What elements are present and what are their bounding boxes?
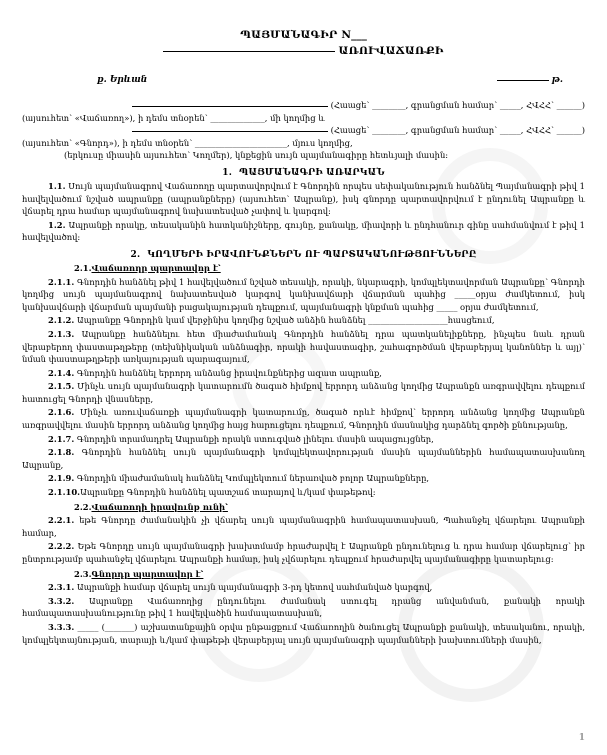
section-heading-2 — [22, 250, 585, 260]
clause-2-1-8 — [22, 446, 585, 471]
clause-1-1 — [22, 180, 585, 218]
clause-2-1-9-number: 2.1.9. — [48, 473, 75, 484]
clause-2-1-6 — [22, 406, 585, 431]
clause-1-1-number: 1.1. — [48, 180, 66, 191]
clause-2-3-1 — [22, 581, 585, 594]
clause-3-3-2-text: Ապրանքը Վաճառողից ընդունելու ժամանակ ստուգել դրանց անվանման, քանակի որակի համապատասխանությունը թիվ 1 հավելվածին համապատասխան, — [22, 595, 585, 619]
buyer-registration-text: (Հաացե՝ ________, գրանցման համար՝ _____, ՀՎՀՀ՝ ______) — [330, 125, 585, 136]
doc-title-text: ՊԱՅՄԱՆԱԳԻՐ N — [240, 29, 352, 41]
clause-2-1-1-number: 2.1.1. — [48, 276, 75, 287]
clause-2-1-4-number: 2.1.4. — [48, 367, 75, 378]
subheading-2-3 — [22, 568, 585, 581]
clause-2-3-1-number: 2.3.1. — [48, 582, 75, 593]
section-heading-1 — [22, 168, 585, 178]
section-2-title: ԿՈՂՄԵՐԻ ԻՐԱՎՈՒՆՔՆԵՐՆ ՈՒ ՊԱՐՏԱԿԱՆՈՒԹՅՈՒՆՆԵՐԸ — [147, 249, 477, 260]
date-suffix: թ. — [551, 75, 563, 85]
clause-2-1-10 — [22, 486, 585, 499]
clause-2-1-6-number: 2.1.6. — [48, 407, 75, 418]
clause-2-1-2-text: Ապրանքը Գնորդին կամ վերջինիս կողմից նշված անձին հանձնել ___________________հասցեում, — [76, 315, 495, 326]
buyer-registration-line — [22, 124, 585, 137]
place-label: ք. Երևան — [97, 75, 148, 85]
buyer-name-blank — [132, 131, 328, 132]
subheading-2-2-number: 2.2. — [74, 501, 92, 512]
clause-2-1-10-number: 2.1.10. — [48, 487, 81, 498]
clause-2-1-6-text: Մինչև առուվաճառքի պայմանագրի կատարումը, ծագած որևէ հիմքով՝ երրորդ անձանց կողմից Ապրանքն առգրավվելու մասին երրորդ անձանց կողմից հայց հարուցելու դեպքում, Գնորդին մասնակից դարձնել գործի քննությանը, — [22, 407, 585, 431]
clause-2-1-3 — [22, 328, 585, 366]
page-number: 1 — [578, 733, 585, 743]
subheading-2-3-text: Գնորդը պարտավոր է՝ — [91, 568, 204, 579]
clause-2-1-8-number: 2.1.8. — [48, 447, 75, 458]
preamble-closing-line — [22, 149, 585, 162]
seller-registration-line — [22, 99, 585, 112]
doc-subtitle-text: ԱՌՈՒՎԱՃԱՌՔԻ — [338, 45, 444, 57]
clause-2-2-2-number: 2.2.2. — [48, 541, 75, 552]
place-date-row — [22, 75, 585, 85]
clause-2-1-4-text: Գնորդին հանձնել երրորդ անձանց իրավունքներից ազատ ապրանք, — [76, 367, 382, 378]
preamble-closing-text: (երկուսը միասին այսուհետ՝ Կողմեր), կնքեցին սույն պայմանագիրը հետևյալի մասին: — [64, 150, 449, 161]
subheading-2-1 — [22, 262, 585, 275]
clause-1-2-number: 1.2. — [48, 219, 66, 230]
clause-2-1-7-text: Գնորդին տրամադրել Ապրանքի որակն ստուգված լինելու մասին ապացույցներ, — [76, 433, 434, 444]
subheading-2-1-text: Վաճառողը պարտավոր է՝ — [91, 262, 221, 273]
section-2-number: 2. — [130, 249, 141, 260]
clause-2-1-3-text: Ապրանքը հանձնելու հետ միաժամանակ Գնորդին հանձնել դրա պատկանելիքները, ինչպես նաև դրան վերաբերող փաստաթղթերը (տեխնիկական անձնագիր, որակի հավաստագիր, շահագործման վերաբերյալ կանոններ և այլ)՝ նման փաստաթղթերի առկայության պարագայում, — [22, 328, 586, 365]
section-1-number: 1. — [222, 167, 233, 178]
clause-2-2-1-number: 2.2.1. — [48, 515, 75, 526]
clause-1-2-text: Ապրանքի որակը, տեսականին հատկանիշները, գույնը, քանակը, միավորի և ընդհանուր գինը սահմանվում է թիվ 1 հավելվածով: — [22, 219, 585, 243]
clause-2-1-1-text: Գնորդին հանձնել թիվ 1 հավելվածում նշված տեսակի, որակի, նկարագրի, կոմպլեկտավորման Ապրանքը՝ Գնորդի կողմից սույն պայմանագրով նախատեսված կարգով կանխավճարի վճարման պահից _____օրյա ժամկետում, իսկ կանխավճարի վճարման պայմանի բացակայության դեպքում, պայմանագրի կնքման պահից _____ օրյա ժամկետում, — [22, 276, 585, 312]
subheading-2-2 — [22, 501, 585, 514]
page-title — [22, 28, 585, 43]
clause-2-2-1-text: եթե Գնորդը ժամանակին չի վճարել սույն պայմանագրին համապատասխան, Պահանջել վճարելու Ապրանքի համար, — [22, 515, 585, 538]
clause-3-3-2 — [22, 595, 585, 620]
clause-3-3-3-number: 3.3.3. — [48, 621, 75, 632]
clause-2-1-5-text: Մինչև սույն պայմանագրի կատարումն ծագած հիմքով երրորդ անձանց կողմից Ապրանքն առգրավվելու դեպքում հատուցել Գնորդի վնասները, — [22, 381, 585, 404]
doc-title-blank: ___ — [351, 29, 367, 41]
seller-registration-text: (Հաացե՝ ________, գրանցման համար՝ _____, ՀՎՀՀ՝ ______) — [330, 100, 585, 110]
clause-3-3-3 — [22, 621, 585, 646]
clause-2-1-2-number: 2.1.2. — [48, 315, 75, 326]
section-1-title: ՊԱՅՄԱՆԱԳՐԻ ԱՌԱՐԿԱՆ — [239, 167, 385, 178]
clause-2-2-2-text: Եթե Գնորդը սույն պայմանագրի խախտմամբ հրաժարվել է Ապրանքն ընդունելուց և դրա համար վճարելուց՝ իր ընտրությամբ պահանջել վճարելու Ապրանքի համար, իսկ չվճարելու դեպքում հրաժարվել պայմանագիրը կատարելուց: — [22, 541, 585, 564]
clause-1-1-text: Սույն պայմանագրով Վաճառողը պարտավորվում է Գնորդին որպես սեփականություն հանձնել Պայմանագրի թիվ 1 հավելվածում նշված ապրանքը (ապրանքները) (այսուհետ՝ Ապրանք), իսկ գնորդը պարտավորվում է ընդունել Ապրանքը և վճարել դրա համար պայմանագրով նախատեսված չափով և կարգով: — [22, 180, 585, 217]
subheading-2-1-number: 2.1. — [74, 262, 92, 273]
clause-3-3-2-number: 3.3.2. — [48, 595, 75, 606]
clause-2-1-9-text: Գնորդին միաժամանակ հանձնել Կոմպլեկտում ներառված բոլոր Ապրանքները, — [76, 473, 430, 484]
clause-2-1-5-number: 2.1.5. — [48, 381, 75, 392]
clause-2-1-3-number: 2.1.3. — [48, 328, 75, 339]
clause-2-1-10-text: Ապրանքը Գնորդին հանձնել պատշաճ տարայով և/կամ փաթեթով: — [80, 487, 376, 498]
title-block — [22, 28, 585, 59]
clause-2-2-1 — [22, 514, 585, 539]
subtitle-rule — [163, 51, 335, 52]
clause-2-1-9 — [22, 472, 585, 485]
clause-3-3-3-text: _____ (_______) աշխատանքային օրվա ընթացքում Վաճառողին ծանուցել Ապրանքի քանակի, տեսականու, որակի, կոմպլեկտայնության, տարայի և/կամ փաթեթի վերաբերյալ սույն պայմանագրի պայմանների խախտումների մասին, — [22, 621, 585, 645]
clause-2-3-1-text: Ապրանքի համար վճարել սույն պայմանագրի 3-րդ կետով սահմանված կարգով, — [76, 582, 433, 593]
subheading-2-2-text: Վաճառողի իրավունք ունի՝ — [91, 501, 228, 512]
seller-name-blank — [132, 106, 328, 107]
clause-2-1-5 — [22, 380, 585, 405]
clause-1-2 — [22, 219, 585, 244]
date-blank-rule — [497, 80, 549, 81]
doc-subtitle — [22, 43, 585, 59]
clause-2-1-7 — [22, 433, 585, 446]
clause-2-1-4 — [22, 367, 585, 380]
document-body — [22, 28, 585, 646]
clause-2-1-8-text: Գնորդին հանձնել սույն պայմանագրի կոմպլեկտավորության մասին պայմաններին համապատասխանող Ապրանք, — [22, 447, 585, 470]
clause-2-1-7-number: 2.1.7. — [48, 433, 75, 444]
clause-2-1-2 — [22, 314, 585, 327]
seller-role-line: (այսուհետ՝ «Վաճառող»), ի դեմս տնօրեն՝ _____________, մի կողմից և — [22, 112, 325, 123]
clause-2-2-2 — [22, 540, 585, 565]
buyer-role-line: (այսուհետ՝ «Գնորդ»), ի դեմս տնօրեն՝ ______________________, մյուս կողմից, — [22, 137, 353, 148]
subheading-2-3-number: 2.3. — [74, 568, 92, 579]
clause-2-1-1 — [22, 276, 585, 314]
date-field — [497, 75, 563, 85]
